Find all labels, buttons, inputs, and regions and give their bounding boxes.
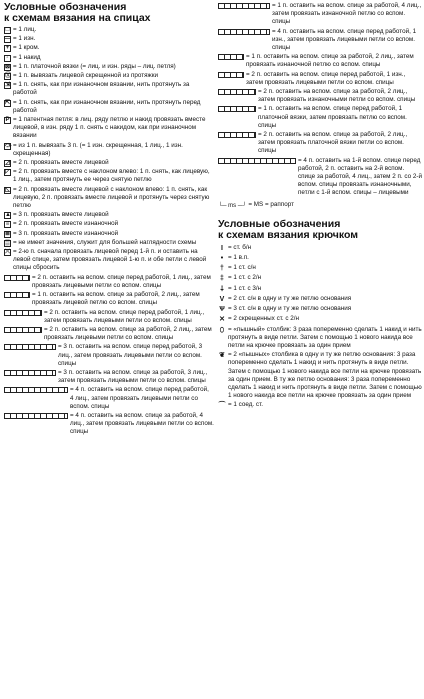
stitch-symbol-icon <box>4 310 42 316</box>
cable-symbol-icon <box>218 89 256 95</box>
knitting-legend-row <box>218 157 422 198</box>
symbol-description: = 2 п. провязать вместе изнаночной <box>13 220 119 228</box>
symbol-description: = 2 п. оставить на вспом. спице перед работой, 1 лиц., затем провязать лицевыми петли со вспом. спицы <box>32 273 211 289</box>
stitch-symbol-icon <box>4 117 11 124</box>
stitch-symbol-icon <box>4 240 11 247</box>
stitch-symbol-icon <box>4 327 42 333</box>
stitch-symbol-icon <box>218 316 226 324</box>
symbol-description: = 2 п. провязать вместе с наклоном влево: 1 п. снять, как лицевую, 1 лиц., затем протянуть ее через снятую петлю <box>13 168 210 184</box>
stitch-symbol-icon <box>4 27 11 34</box>
cable-symbol-icon <box>4 413 68 419</box>
knitting-legend-row <box>4 248 214 273</box>
symbol-description: = 1 п. оставить на вспом. спице за работой, 2 лиц., затем провязать изнаночной петлю со вспом. спицы <box>246 53 414 69</box>
symbol-description: = 1 п. вывязать лицевой скрещенной из протяжки <box>13 72 159 80</box>
knit-stitch-icon: ▲ <box>5 212 11 219</box>
stitch-symbol-icon <box>218 306 226 314</box>
symbol-description: = 1 п. платочной вязки (= лиц. и изн. ряды – лиц. петля) <box>13 62 176 70</box>
symbol-description: = 4 п. оставить на вспом. спице перед работой, 4 лиц., затем провязать лицевыми петли со вспом. спицы <box>70 386 209 410</box>
symbol-description: = 2 п. оставить на вспом. спице перед работой, 1 изн., затем провязать лицевыми петли со вспом. спицы <box>246 70 406 86</box>
right-column <box>218 0 422 412</box>
knit-stitch-icon: Ⓧ <box>5 73 12 80</box>
symbol-description: = 2 скрещенных ст. с 2/н <box>228 315 300 323</box>
knitting-symbol-list <box>4 26 214 437</box>
stitch-symbol-icon <box>218 327 226 335</box>
stitch-symbol-icon <box>4 169 11 176</box>
crochet-stitch-icon: • <box>220 255 224 263</box>
stitch-symbol-icon <box>218 265 226 273</box>
knitting-legend-row <box>4 35 214 43</box>
stitch-symbol-icon <box>218 3 270 9</box>
crochet-stitch-icon: ‡ <box>220 275 224 283</box>
symbol-description: = 2 ст. с/н в одну и ту же петлю основания <box>228 294 352 302</box>
knitting-legend-row <box>4 220 214 228</box>
knitting-legend-row <box>4 309 214 325</box>
knitting-legend-title: Условные обозначения к схемам вязания на спицах <box>4 1 151 24</box>
symbol-description: = 2 п. провязать вместе лицевой <box>13 159 109 167</box>
crochet-stitch-icon: ❦ <box>219 352 225 360</box>
stitch-symbol-icon <box>4 82 11 89</box>
stitch-symbol-icon <box>218 29 270 35</box>
stitch-symbol-icon <box>4 73 11 80</box>
knitting-legend-row <box>218 53 422 69</box>
crochet-legend-row <box>218 244 422 253</box>
knitting-symbol-list-continued <box>218 2 422 198</box>
symbol-description: = 1 в.п. <box>228 254 249 262</box>
knitting-legend-row <box>4 274 214 290</box>
symbol-description: = ст. б/н <box>228 243 252 251</box>
crochet-stitch-icon: Ѱ <box>219 306 225 314</box>
stitch-symbol-icon <box>4 143 11 150</box>
cable-symbol-icon <box>4 275 30 281</box>
symbol-description: = 1 кром. <box>13 44 40 52</box>
rapport-legend-row: └─ ms ─┘ = MS = раппорт <box>218 200 294 209</box>
cable-symbol-icon <box>4 327 42 333</box>
cable-symbol-icon <box>218 3 270 9</box>
symbol-description: = 1 лиц. <box>13 26 37 33</box>
knitting-legend-row <box>4 26 214 34</box>
symbol-description: = 1 п. оставить на вспом. спице за работой, 2 лиц., затем провязать лицевой петлю со вспом. спицы <box>32 291 200 307</box>
knit-stitch-icon: ◦ <box>4 55 11 62</box>
symbol-description: = 1 п. снять, как при изнаночном вязании, нить протянуть перед работой <box>13 98 201 114</box>
symbol-description: = 1 изн. <box>13 35 36 43</box>
knitting-legend-row <box>4 239 214 247</box>
knit-stitch-icon: ◿ <box>5 160 10 167</box>
knit-stitch-icon: ⤼ <box>5 142 12 149</box>
cable-symbol-icon <box>4 370 56 376</box>
stitch-symbol-icon <box>4 221 11 228</box>
symbol-description: = 1 п. снять, как при изнаночном вязании, нить протянуть за работой <box>13 81 190 97</box>
symbol-description: = 1 ст. с 3/н <box>228 284 262 292</box>
cable-symbol-icon <box>218 72 244 78</box>
stitch-symbol-icon <box>218 106 256 112</box>
stitch-symbol-icon <box>218 402 226 410</box>
cable-symbol-icon <box>218 158 296 164</box>
knitting-legend-row <box>218 105 422 130</box>
knit-stitch-icon: ▒ <box>5 239 10 246</box>
stitch-symbol-icon <box>4 212 11 219</box>
knit-stitch-icon: □ <box>5 27 10 33</box>
crochet-legend-row <box>218 351 422 400</box>
symbol-description: = не имеет значения, служит для большей наглядности схемы <box>13 238 197 246</box>
knitting-legend-row <box>4 99 214 115</box>
knit-stitch-icon: ◺ <box>5 186 10 193</box>
crochet-stitch-icon: V <box>219 295 225 303</box>
symbol-description: = 4 п. оставить на вспом. спице за работой, 4 лиц., затем провязать лицевыми петли со вспом. спицы <box>70 411 214 436</box>
crochet-legend-row <box>218 401 422 410</box>
stitch-symbol-icon <box>218 132 256 138</box>
symbol-description: = 2-ю п. сначала провязать лицевой перед 1-й п. и оставить на левой спице, затем провязать лицевой 1-ю п. и обе петли с левой спицы сбросить <box>13 248 207 272</box>
stitch-symbol-icon <box>4 231 11 238</box>
knit-stitch-icon: ⇱ <box>5 99 11 106</box>
knitting-legend-row <box>4 54 214 62</box>
symbol-description: = 2 п. оставить на вспом. спице за работой, 2 лиц., затем провязать изнаночными петли со вспом. спицы <box>258 88 416 104</box>
cable-symbol-icon <box>4 387 68 393</box>
knitting-legend-row <box>4 116 214 141</box>
crochet-stitch-icon: ✕ <box>219 316 225 324</box>
crochet-stitch-icon: ⌒ <box>218 402 226 410</box>
knitting-legend-row <box>218 71 422 87</box>
crochet-legend-row <box>218 254 422 263</box>
knit-stitch-icon: ⤫ <box>5 249 10 256</box>
symbol-description: = 4 п. оставить на 1-й вспом. спице перед работой, 2 п. оставить на 2-й вспом. спице за работой, 4 лиц., затем 2 п. со 2-й вспом. спицы провязать изнаночными, петли с 1-й вспом. спицы – лицевыми <box>298 156 422 197</box>
symbol-description: = «пышный» столбик: 3 раза попеременно сделать 1 накид и нить протянуть в виде петли. Затем с помощью 1 нового накида все петли на крючке провязать за один прием <box>228 325 422 349</box>
stitch-symbol-icon <box>4 64 11 71</box>
symbol-description: = 3 п. оставить на вспом. спице перед работой, 3 лиц., затем провязать лицевыми петли со вспом. спицы <box>58 343 203 367</box>
knitting-legend-column <box>4 0 214 438</box>
knitting-legend-row <box>4 142 214 158</box>
knitting-legend-row <box>4 386 214 411</box>
symbol-description: = 3 п. оставить на вспом. спице за работой, 3 лиц., затем провязать лицевыми петли со вспом. спицы <box>58 368 208 385</box>
knitting-legend-row <box>4 326 214 342</box>
knit-stitch-icon: + <box>5 45 10 52</box>
knitting-legend-row <box>4 72 214 80</box>
knitting-legend-row <box>4 81 214 97</box>
cable-symbol-icon <box>4 344 56 350</box>
crochet-legend-row <box>218 326 422 351</box>
symbol-description: = 3 п. провязать вместе изнаночной <box>13 229 119 237</box>
stitch-symbol-icon <box>4 387 68 393</box>
knitting-legend-row <box>4 211 214 219</box>
cable-symbol-icon <box>218 106 256 112</box>
symbol-description: = 1 соед. ст. <box>228 401 264 409</box>
stitch-symbol-icon <box>4 160 11 167</box>
stitch-symbol-icon <box>218 89 256 95</box>
knit-stitch-icon: ⇲ <box>5 82 11 89</box>
knit-stitch-icon: P <box>5 117 10 124</box>
cable-symbol-icon <box>218 54 244 60</box>
stitch-symbol-icon <box>4 187 11 194</box>
symbol-description: = 2 п. оставить на вспом. спице за работой, 2 лиц., затем провязать лицевыми петли со вспом. спицы <box>44 325 212 342</box>
knitting-legend-row <box>4 369 214 385</box>
knitting-legend-row <box>4 230 214 238</box>
knitting-legend-row <box>4 291 214 307</box>
stitch-symbol-icon <box>4 45 11 52</box>
cable-symbol-icon <box>218 132 256 138</box>
symbol-description: = 1 накид <box>13 53 41 61</box>
stitch-symbol-icon <box>4 249 11 256</box>
crochet-legend-row <box>218 264 422 273</box>
symbol-description: = 2 «пышных» столбика в одну и ту же петлю основания: 3 раза попеременно сделать 1 накид и нить протянуть в виде петли. Затем с помощью 1 нового накида все петли на крючке провязать за один прием. В ту же петлю основания: 3 раза попеременно сделать 1 накид и нить протянуть в виде петли. Затем с помощью 1 нового накида все петли на крючке провязать за один прием <box>228 351 422 400</box>
knit-stitch-icon: ≡ <box>5 221 10 228</box>
symbol-description: = 3 ст. с/н в одну и ту же петлю основания <box>228 305 352 313</box>
symbol-description: = 2 п. провязать вместе лицевой с наклоном влево: 1 п. снять, как лицевую, 2 п. провязать вместе лицевой и протянуть через снятую петлю <box>13 185 210 210</box>
knit-stitch-icon: ◸ <box>5 169 10 176</box>
cable-symbol-icon <box>4 292 30 298</box>
knit-stitch-icon: ⊠ <box>5 63 11 70</box>
stitch-symbol-icon <box>218 245 226 253</box>
knit-stitch-icon: — <box>5 36 11 43</box>
stitch-symbol-icon <box>4 275 30 281</box>
stitch-symbol-icon <box>4 292 30 298</box>
knitting-legend-row <box>4 63 214 71</box>
crochet-stitch-icon: ⸸ <box>220 285 224 293</box>
symbol-description: = 4 п. оставить на вспом. спице перед работой, 1 изн., затем провязать лицевыми петли со вспом. спицы <box>272 27 417 52</box>
stitch-symbol-icon <box>218 54 244 60</box>
crochet-stitch-icon: ⬯ <box>219 326 225 334</box>
stitch-symbol-icon <box>4 370 56 376</box>
symbol-description: = 1 п. оставить на вспом. спице перед работой, 1 платочной вязки, затем провязать петлю со вспом. спицы <box>258 105 407 129</box>
knitting-legend-row <box>4 343 214 368</box>
symbol-description: = 1 ст. с 2/н <box>228 274 262 282</box>
symbol-description: = 3 п. провязать вместе лицевой <box>13 211 109 219</box>
stitch-symbol-icon <box>4 36 11 43</box>
cable-symbol-icon <box>4 310 42 316</box>
knit-stitch-icon: ≣ <box>5 230 11 237</box>
symbol-description: = из 1 п. вывязать 3 п. (= 1 изн. скрещенная, 1 лиц., 1 изн. скрещенная) <box>13 141 183 157</box>
stitch-symbol-icon <box>218 275 226 283</box>
stitch-symbol-icon <box>218 255 226 263</box>
symbol-description: = 1 патентная петля: в лиц. ряду петлю и накид провязать вместе лицевой, в изн. ряду 1 п. снять с накидом, как при изнаночном вязании <box>13 116 206 140</box>
crochet-symbol-list <box>218 244 422 411</box>
symbol-description: = 1 п. оставить на вспом. спице за работой, 4 лиц., затем провязать изнаночной петлю со вспом. спицы <box>272 2 422 26</box>
knitting-legend-row <box>4 412 214 437</box>
knitting-legend-row <box>218 28 422 53</box>
knitting-legend-row <box>218 2 422 27</box>
knitting-legend-row <box>218 131 422 156</box>
knitting-legend-row <box>4 186 214 211</box>
stitch-symbol-icon <box>218 158 296 164</box>
knitting-legend-row <box>4 159 214 167</box>
crochet-legend-row <box>218 285 422 294</box>
symbol-description: = 1 ст. с/н <box>228 264 256 272</box>
crochet-stitch-icon: † <box>220 265 224 273</box>
stitch-symbol-icon <box>218 352 226 360</box>
stitch-symbol-icon <box>4 413 68 419</box>
crochet-legend-row <box>218 315 422 324</box>
knitting-legend-row <box>218 88 422 104</box>
symbol-description: = 2 п. оставить на вспом. спице за работой, 2 лиц., затем провязать платочной вязки петли со вспом. спицы <box>258 131 408 155</box>
stitch-symbol-icon <box>4 344 56 350</box>
stitch-symbol-icon <box>4 55 11 62</box>
crochet-legend-row <box>218 274 422 283</box>
stitch-symbol-icon <box>4 100 11 107</box>
symbol-description: = 2 п. оставить на вспом. спице перед работой, 1 лиц., затем провязать лицевыми петли со вспом. спицы <box>44 308 205 324</box>
knitting-legend-row <box>4 44 214 52</box>
stitch-symbol-icon <box>218 296 226 304</box>
crochet-legend-title: Условные обозначения к схемам вязания крючком <box>218 217 359 241</box>
stitch-symbol-icon <box>218 72 244 78</box>
crochet-stitch-icon: I <box>221 244 223 252</box>
cable-symbol-icon <box>218 29 270 35</box>
crochet-legend-row <box>218 295 422 304</box>
crochet-legend-row <box>218 305 422 314</box>
knitting-legend-row <box>4 168 214 184</box>
rapport-bracket-icon: └─ ms ─┘ <box>218 202 247 209</box>
stitch-symbol-icon <box>218 286 226 294</box>
